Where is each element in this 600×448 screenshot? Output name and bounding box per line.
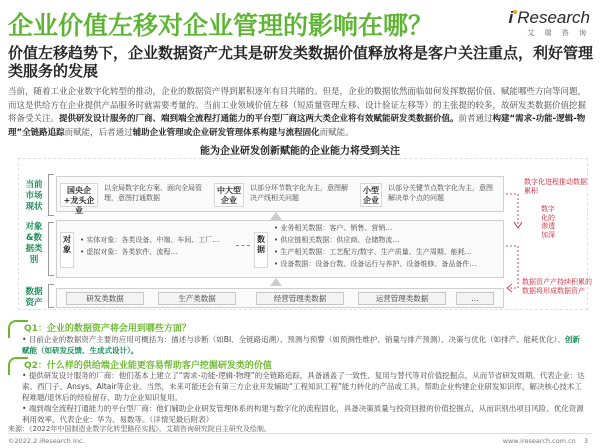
side-note-3: 数据资产产持续积累的数据将形成数据资产 <box>522 278 592 295</box>
asset-operation: 经营管理类数据 <box>256 292 344 305</box>
data-text-4: • 设备数据：设备台数、设备运行与养护、设备维修、备品备件… <box>274 260 477 268</box>
side-note-1: 数字化进程推动数据累积 <box>524 178 587 195</box>
bracket-assets <box>48 284 54 308</box>
intro-part1: 当前，随着工业企业数字化转型的推动，企业的数据资产得到累积逐年有目共睹的。但是，企业的数据依然面临如何发挥数据价值、赋能哪些方向等问题，而这是供给方在企业提供产品服务时就需要考量的。当前工业领域价值左移（短质量管理左移、设计验证左移等）的主张提的较多，故研发类数据价值挖掘将备受关注。 <box>8 87 587 124</box>
asset-rd: 研发类数据 <box>66 292 144 305</box>
q1-text-b: 创新赋能（如研发反馈、生成式设计）。 <box>22 335 580 355</box>
data-text-2: • 供应链相关数据：供应商、仓储物流… <box>274 236 400 244</box>
figure-title: 能为企业研发创新赋能的企业能力将受到关注 <box>200 146 400 157</box>
iresearch-logo <box>509 8 591 38</box>
asset-production: 生产类数据 <box>158 292 236 305</box>
intro-part4: 而赋能。 <box>319 127 354 138</box>
logo-chinese-text: 艾 瑞 咨 询 <box>527 29 590 37</box>
bracket-objects <box>48 222 54 276</box>
objects-arrow <box>236 245 250 246</box>
q1-title: Q1：企业的数据资产将会用到哪些方面？ <box>24 324 191 334</box>
page-number: 3 <box>583 437 588 445</box>
up-arrow-1 <box>270 212 282 220</box>
footer-divider <box>8 433 592 434</box>
row-label-assets: 数据资产 <box>25 287 43 308</box>
q2-text-2: • 端到端全流程打通能力的平台型厂商：他们辅助企业研发管理体系的构建与数字化的流程固化，具备决策质量与投资回报的价值挖掘点，从而识别出项目风险、优化资源利用效率。代表企业：华为、易数等。（详情见最后附表） <box>22 404 584 424</box>
logo-brand-i: i <box>508 8 514 27</box>
headline: 价值左移趋势下，企业数据资产尤其是研发类数据价值释放将是客户关注重点，利好管理类服务的发展 <box>8 44 594 80</box>
market-tag-mid: 中大型企业 <box>214 183 244 207</box>
intro-bold3: 辅助企业管理或企业研发管理体系构建与流程固化 <box>132 127 320 138</box>
data-text-3: • 生产相关数据：工艺配方/数字、生产质量、生产周期、能耗… <box>274 248 472 256</box>
q2-text-1: • 提供研发设计服务的厂商：他们基本上建立了“需求-功能-逻辑-物理”的全链路追踪，具备涵盖了一致性、复用与替代等对价值挖掘点，从而节省研发周期。代表企业：达索、西门子、Ansys、Altair等企业。当然，未来可能还会有第三方企业开发辅助“工程知识工程”能力转化的产品或工具，帮助企业构建企业研发知识库，解决核心技术工程难题/退休后的经验留存、助力企业知识复用。 <box>22 371 585 402</box>
q1-text: • 目前企业的数据资产主要的应用可概括为：描述与诊断（如BI、全链路追溯）、预测与预警（如预测性维护、销量与排产预测）、决策与优化（如排产、能耗优化）、创新赋能（如研发反馈、生成式设计）。 <box>22 335 580 355</box>
footer-copyright: ©2022.2 iResearch Inc. <box>8 437 85 445</box>
intro-bold1: 提供研发设计服务的厂商、端到端全流程打通能力的平台型厂商这两大类企业将有效赋能研发类数据价值。 <box>59 114 459 124</box>
footer-source: 来源：《2022年中国制造业数字化转型路径实践》，艾瑞咨询研究院自主研究及绘制。 <box>8 425 271 433</box>
page-title: 企业价值左移对企业管理的影响在哪？ <box>8 11 434 40</box>
asset-more: … <box>456 292 494 305</box>
side-note-2: 数字化的渗透加深 <box>541 205 555 239</box>
up-arrow-2 <box>270 278 282 286</box>
intro-part3: 而赋能，后者通过 <box>64 127 133 138</box>
objects-text-2: • 虚拟对象：各类软件、流程… <box>80 248 178 256</box>
q1-text-a: 目前企业的数据资产主要的应用可概括为：描述与诊断（如BI、全链路追溯）、预测与预警（如预测性维护、销量与排产预测）、决策与优化（如排产、能耗优化）、 <box>28 335 565 344</box>
intro-bold2: 构建“需求-功能-逻辑-物理”全链路追踪 <box>8 114 586 138</box>
footer-url[interactable] <box>503 437 588 445</box>
row-label-market: 当前市场现状 <box>25 180 43 212</box>
bracket-market <box>48 174 54 216</box>
footer-url-text[interactable]: www.iresearch.com.cn <box>502 437 576 445</box>
row-label-objects: 对象&数据类别 <box>25 222 43 265</box>
logo-brand-text: Research <box>517 8 590 27</box>
q2-line-2: 端到端全流程打通能力的平台型厂商：他们辅助企业研发管理体系的构建与数字化的流程固化，具备决策质量与投资回报的价值挖掘点，从而识别出项目风险、优化资源利用效率。代表企业：华为、易数等。（详情见最后附表） <box>22 404 584 424</box>
market-text-mid: 以部分环节数字化为主，意图解决产线相关问题 <box>250 184 348 202</box>
q2-line-1: 提供研发设计服务的厂商：他们基本上建立了“需求-功能-逻辑-物理”的全链路追踪，具备涵盖了一致性、复用与替代等对价值挖掘点，从而节省研发周期。代表企业：达索、西门子、Ansys、Altair等企业。当然，未来可能还会有第三方企业开发辅助“工程知识工程”能力转化的产品或工具，帮助企业构建企业研发知识库，解决核心技术工程难题/退休后的经验留存、助力企业知识复用。 <box>22 371 585 402</box>
asset-ops-mgmt: 运营管理类数据 <box>358 292 446 305</box>
market-text-small: 以部分关键节点数字化为主，意图解决单个点的问题 <box>388 184 493 202</box>
market-text-large: 以全局数字化方案、面向全局管理，意图打通数据 <box>104 184 202 202</box>
market-tag-large: 国央企+龙头企业 <box>60 183 98 207</box>
objects-text-1: • 实体对象：各类设备、中端、车间、工厂… <box>80 236 220 244</box>
data-tag: 数据 <box>254 232 268 268</box>
intro-part2: 前者通过 <box>458 114 493 124</box>
intro-paragraph <box>8 86 593 140</box>
market-tag-small: 小型企业 <box>360 183 382 207</box>
objects-tag: 对象 <box>60 232 74 268</box>
data-text-1: • 业务相关数据：客户、销售、营销… <box>274 224 393 232</box>
q2-title: Q2：什么样的供给端企业能更容易帮助客户挖掘研发类的价值 <box>24 361 272 371</box>
